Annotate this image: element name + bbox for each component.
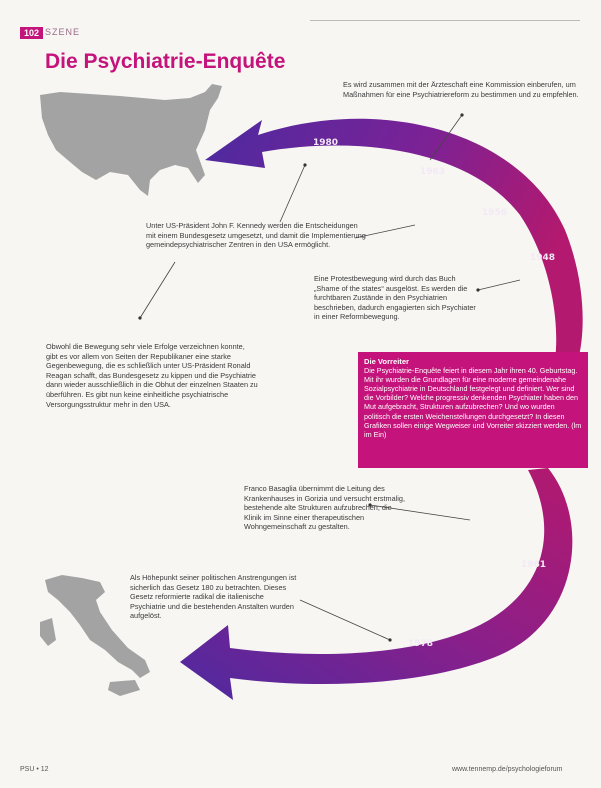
page-title: Die Psychiatrie-Enquête	[45, 50, 286, 73]
year-label-1956: 1956	[482, 208, 508, 218]
year-label-1980: 1980	[313, 138, 339, 148]
section-label: SZENE	[45, 27, 81, 37]
year-label-1978: 1978	[408, 639, 434, 649]
year-label-1948: 1948	[530, 253, 556, 263]
year-label-1961: 1961	[521, 560, 547, 570]
box-title: Die Vorreiter	[364, 357, 410, 366]
top-rule	[310, 20, 580, 21]
footer-url: www.tennemp.de/psychologieforum	[452, 766, 563, 773]
footer-page: PSU • 12	[20, 766, 49, 773]
year-label-1963: 1963	[420, 167, 446, 177]
protest-text: Eine Protestbewegung wird durch das Buch „Shame of the states“ ausgelöst. Es werden die furchtbaren Zustände in den Psychiatrien beschrieben, dadurch engagierten sich Psychiater in einer Reformbewegung.	[314, 274, 476, 322]
italy-law-text: Als Höhepunkt seiner politischen Anstrengungen ist sicherlich das Gesetz 180 zu betrachten. Dieses Gesetz reformierte radikal die italienische Psychiatrie und die bestehenden Anstalten wurden aufgelöst.	[130, 573, 297, 621]
page-number-tag: 102	[20, 27, 43, 39]
usa-map	[40, 84, 222, 196]
kennedy-text: Unter US-Präsident John F. Kennedy werden die Entscheidungen mit einem Bundesgesetz umgesetzt, und damit die Implementierung gemeindepsychiatrischer Zentren in den USA ermöglicht.	[146, 221, 366, 250]
basaglia-text: Franco Basaglia übernimmt die Leitung des Krankenhauses in Gorizia und versucht erstmalig, bestehende alte Strukturen aufzubrechen, die Klinik im Sinne einer therapeutischen Wohngemeinschaft zu gestalten.	[244, 484, 406, 532]
pioneers-info-box	[358, 352, 588, 468]
reagan-text: Obwohl die Bewegung sehr viele Erfolge verzeichnen konnte, gibt es vor allem von Seiten der Republikaner eine starke Gegenbewegung, die es schließlich unter US-Präsident Ronald Reagan schafft, das Bundesgesetz zu kippen und die Psychiatrie dann wieder ausschließlich in die Obhut der einzelnen Staaten zu überführen. Es gibt nun keine einheitliche psychiatrische Versorgungsstruktur mehr in den USA.	[46, 342, 258, 409]
box-body: Die Psychiatrie-Enquête feiert in diesem Jahr ihren 40. Geburtstag. Mit ihr wurden die Grundlagen für eine moderne gemeindenahe Sozialpsychiatrie in Deutschland festgelegt und definiert. Wer sind die Vorbilder? Welche progressiv denkenden Psychiater haben den Mut aufgebracht, Strukturen aufzubrechen? Und wo wurden politisch die ersten Weichenstellungen durchgesetzt? In diesen Grafiken sollen einige Wegweiser und Vorreiter skizziert werden. (lm im Ein)	[364, 366, 582, 439]
commission-text: Es wird zusammen mit der Ärzteschaft eine Kommission einberufen, um Maßnahmen für eine Psychiatriereform zu bestimmen und zu empfehlen.	[343, 80, 579, 99]
